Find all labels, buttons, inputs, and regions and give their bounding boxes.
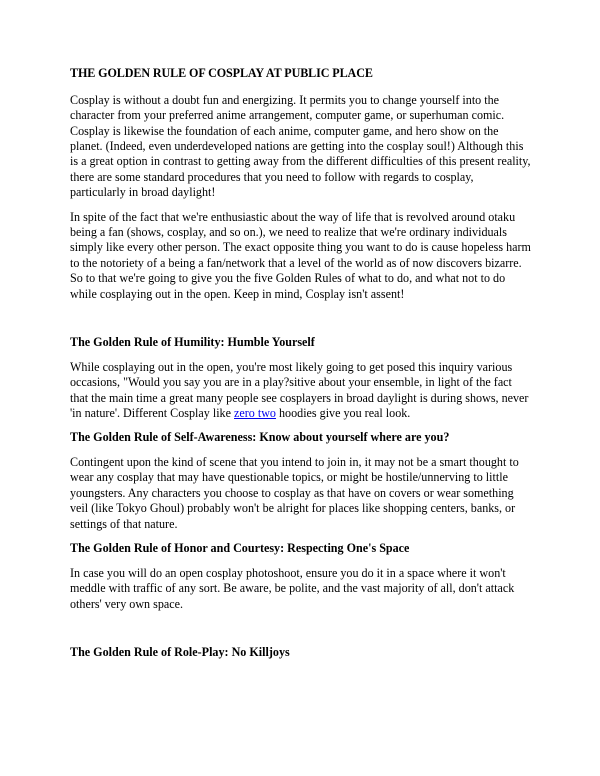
- humility-heading: The Golden Rule of Humility: Humble Yourself: [70, 335, 315, 349]
- honor-heading: The Golden Rule of Honor and Courtesy: Respecting One's Space: [70, 541, 410, 556]
- section-spacer: [70, 621, 532, 645]
- self-awareness-heading: The Golden Rule of Self-Awareness: Know about yourself where are you?: [70, 430, 450, 445]
- humility-text-after: hoodies give you real look.: [275, 405, 411, 420]
- roleplay-heading: The Golden Rule of Role-Play: No Killjoys: [70, 645, 290, 660]
- zero-two-link[interactable]: zero two: [234, 405, 276, 420]
- section-spacer: [70, 311, 532, 335]
- humility-text-before: While cosplaying out in the open, you're most likely going to get posed this inquiry various occasions, "Would you say you are in a play?sitive about your ensemble, in light of the fact that the main time a great many people see cosplayers in broad daylight is during shows, never 'in nature'. Different Cosplay like: [70, 359, 529, 420]
- honor-paragraph: In case you will do an open cosplay photoshoot, ensure you do it in a space where it won't meddle with traffic of any sort. Be aware, be polite, and the vast majority of all, don't attack others' very own space.: [70, 565, 515, 611]
- humility-paragraph: [70, 360, 532, 422]
- page-title: THE GOLDEN RULE OF COSPLAY AT PUBLIC PLACE: [70, 66, 373, 80]
- intro-paragraph-2: In spite of the fact that we're enthusiastic about the way of life that is revolved around otaku being a fan (shows, cosplay, and so on.), we need to realize that we're ordinary individuals simply like every other person. The exact opposite thing you want to do is cause hopeless harm to the notoriety of a being a fan/network that a level of the world as of now discovers bizarre. So to that we're going to give you the five Golden Rules of what to do, and what not to do while cosplaying out in the open. Keep in mind, Cosplay isn't assent!: [70, 209, 531, 301]
- self-awareness-paragraph: Contingent upon the kind of scene that you intend to join in, it may not be a smart thought to wear any cosplay that may have questionable topics, or might be hostile/unnerving to little youngsters. Any characters you choose to cosplay as that have on covers or wear something veil (like Tokyo Ghoul) probably won't be alright for places like shopping centers, banks, or settings of that nature.: [70, 455, 519, 531]
- intro-paragraph-1: Cosplay is without a doubt fun and energizing. It permits you to change yourself into the character from your preferred anime arrangement, computer game, or superhuman comic. Cosplay is likewise the foundation of each anime, computer game, and hero show on the planet. (Indeed, even underdeveloped nations are getting into the cosplay soul!) Although this is a great option in contrast to getting away from the different difficulties of this present reality, there are some standard procedures that you need to follow with regards to cosplay, particularly in broad daylight!: [70, 92, 531, 200]
